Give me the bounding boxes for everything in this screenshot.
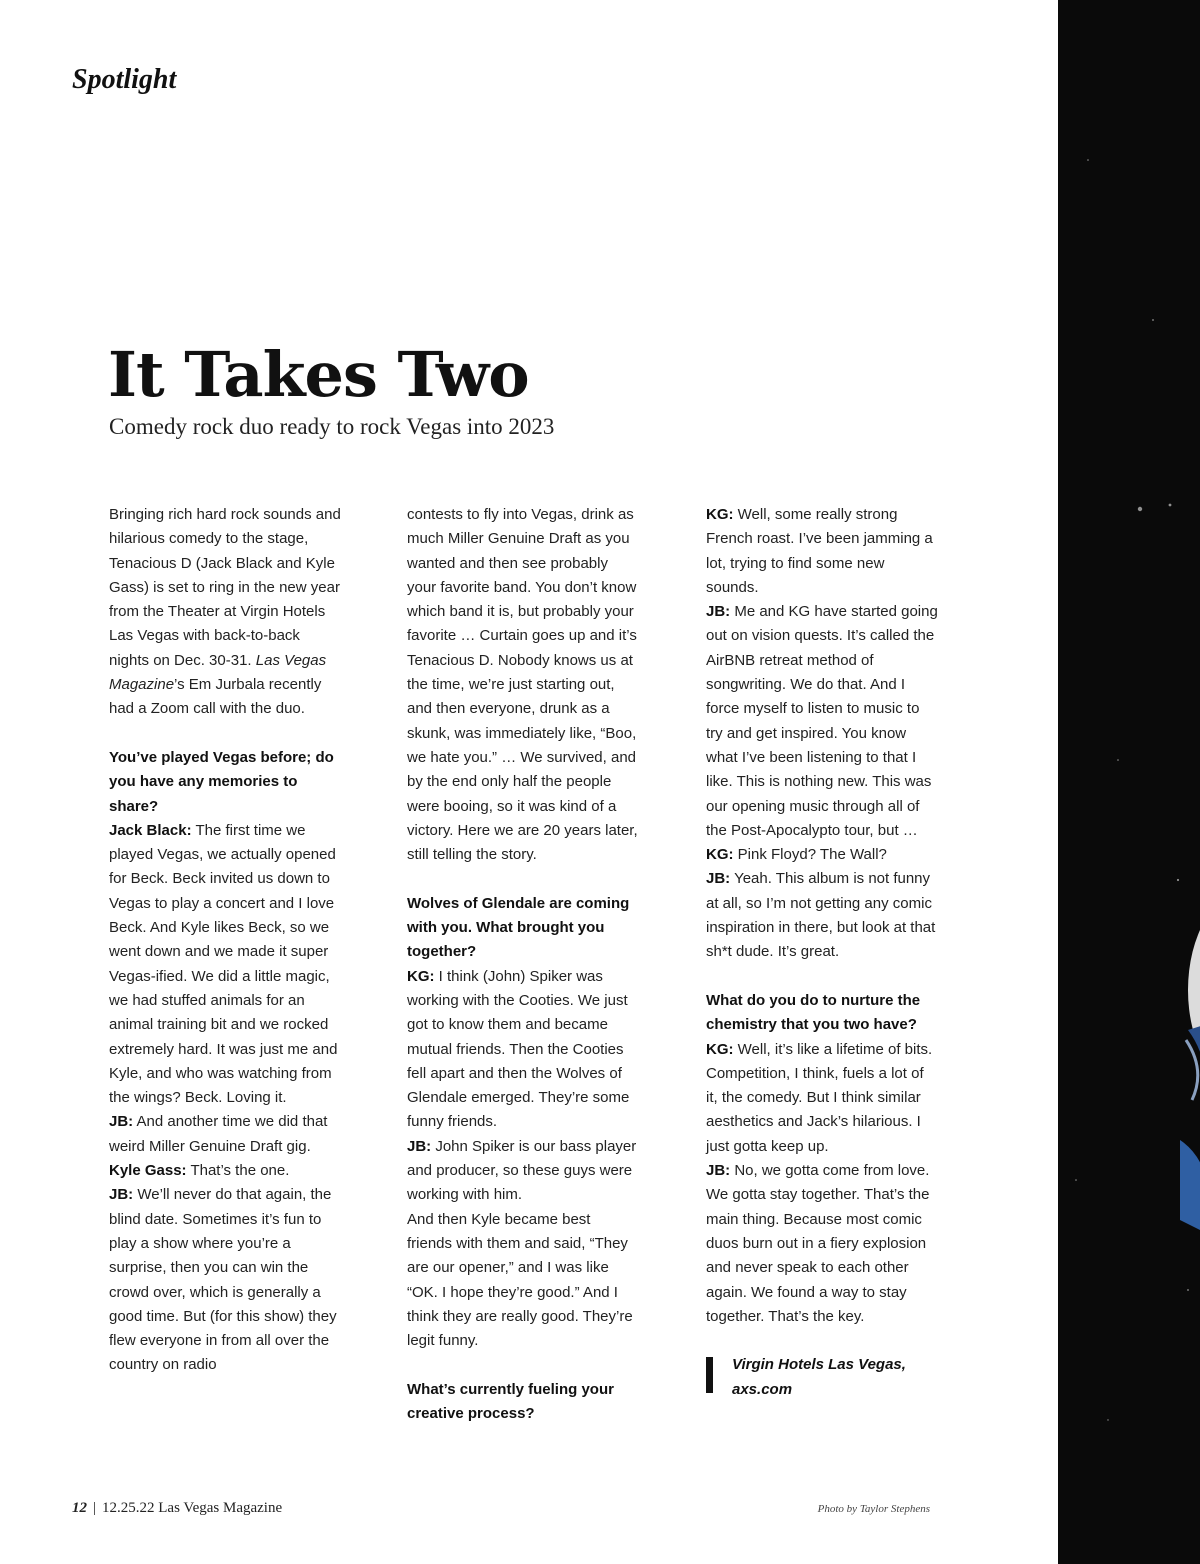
magazine-name: Las Vegas Magazine [109,651,327,694]
issue-date: 12.25.22 [102,1500,155,1516]
speaker: JB: [109,1113,134,1131]
question-creative: What’s currently fueling your creative process? [407,1380,614,1422]
photo-image [1058,0,1200,1564]
speaker: KG: [706,1040,734,1058]
question-wolves: Wolves of Glendale are coming with you. What brought you together? [407,894,630,961]
answer: JB: Yeah. This album is not funny at all, so I’m not getting any comic inspiration in there, but look at that sh*t dude. It’s great. [706,870,936,961]
speaker: JB: [706,870,731,888]
answer-continued: contests to fly into Vegas, drink as much Miller Genuine Draft as you wanted and then see probably your favorite band. You don’t know which band it is, but probably your favorite … Curtain goes up and it’s Tenacious D. Nobody knows us at the time, we’re just starting out, and then everyone, drunk as a skunk, was immediately like, “Boo, we hate you.” … We survived, and by the end only half the people were booing, so it was kind of a victory. Here we are 20 years later, still telling the story. [407,506,638,864]
answer: And then Kyle became best friends with them and said, “They are our opener,” and I was like “OK. I hope they’re good.” And I think they are really good. They’re legit funny. [407,1210,633,1350]
venue-info-text: Virgin Hotels Las Vegas, axs.com [732,1356,906,1398]
question-memories: You’ve played Vegas before; do you have any memories to share? [109,748,334,815]
speaker: KG: [706,506,734,523]
article-column-1 [109,503,341,1378]
speaker: Kyle Gass: [109,1162,187,1180]
article-headline: It Takes Two [108,338,529,411]
speaker: JB: [706,603,731,621]
page-number: 12 [72,1500,87,1516]
answer: JB: We’ll never do that again, the blind date. Sometimes it’s fun to play a show where you’re a surprise, then you can win the crowd over, which is generally a good time. But (for this show) they flew everyone in from all over the country on radio [109,1186,337,1374]
intro-paragraph: Bringing rich hard rock sounds and hilarious comedy to the stage, Tenacious D (Jack Black and Kyle Gass) is set to ring in the new year from the Theater at Virgin Hotels Las Vegas with back-to-back nights on Dec. 30-31. Las Vegas Magazine’s Em Jurbala recently had a Zoom call with the duo. [109,506,341,718]
answer: JB: Me and KG have started going out on vision quests. It’s called the AirBNB retreat method of songwriting. We do that. And I force myself to listen to music to try and get inspired. You know what I’ve been listening to that I like. This is nothing new. This was our opening music through all of the Post-Apocalypto tour, but … [706,603,938,839]
footer-separator: | [93,1500,97,1516]
article-column-2 [407,503,639,1426]
speaker: KG: [407,967,435,985]
publication-name: Las Vegas Magazine [158,1500,283,1516]
answer: KG: Well, it’s like a lifetime of bits. Competition, I think, fuels a lot of it, the comedy. But I think similar aesthetics and Jack’s hilarious. I just gotta keep up. [706,1040,933,1155]
answer: JB: John Spiker is our bass player and producer, so these guys were working with him. [407,1137,637,1204]
photo-credit: Photo by Taylor Stephens [817,1503,930,1515]
info-bar-marker [706,1357,713,1393]
question-chemistry: What do you do to nurture the chemistry that you two have? [706,991,921,1034]
cover-photo [1058,0,1200,1564]
page-footer [72,1500,282,1517]
speaker: KG: [706,846,734,864]
article-deck: Comedy rock duo ready to rock Vegas into 2023 [109,414,555,439]
answer: KG: I think (John) Spiker was working with the Cooties. We just got to know them and became mutual friends. Then the Cooties fell apart and then the Wolves of Glendale emerged. They’re some funny friends. [407,967,630,1131]
answer: JB: And another time we did that weird Miller Genuine Draft gig. [109,1113,328,1155]
speaker: JB: [706,1162,731,1180]
section-label: Spotlight [72,64,177,95]
article-column-3 [706,503,938,1402]
venue-info [706,1353,938,1402]
speaker: JB: [109,1186,134,1204]
speaker: Jack Black: [109,821,192,839]
answer: KG: Well, some really strong French roast. I’ve been jamming a lot, trying to find some new sounds. [706,506,933,596]
answer: JB: No, we gotta come from love. We gotta stay together. That’s the main thing. Because most comic duos burn out in a fiery explosion and never speak to each other again. We found a way to stay together. That’s the key. [706,1162,930,1325]
answer: KG: Pink Floyd? The Wall? [706,846,887,864]
speaker: JB: [407,1137,432,1155]
answer: Kyle Gass: That’s the one. [109,1162,290,1180]
answer: Jack Black: The first time we played Vegas, we actually opened for Beck. Beck invited us down to Vegas to play a concert and I love Beck. And Kyle likes Beck, so we went down and we made it super Vegas-ified. We did a little magic, we had stuffed animals for an animal training bit and we rocked extremely hard. It was just me and Kyle, and who was watching from the wings? Beck. Loving it. [109,821,338,1107]
